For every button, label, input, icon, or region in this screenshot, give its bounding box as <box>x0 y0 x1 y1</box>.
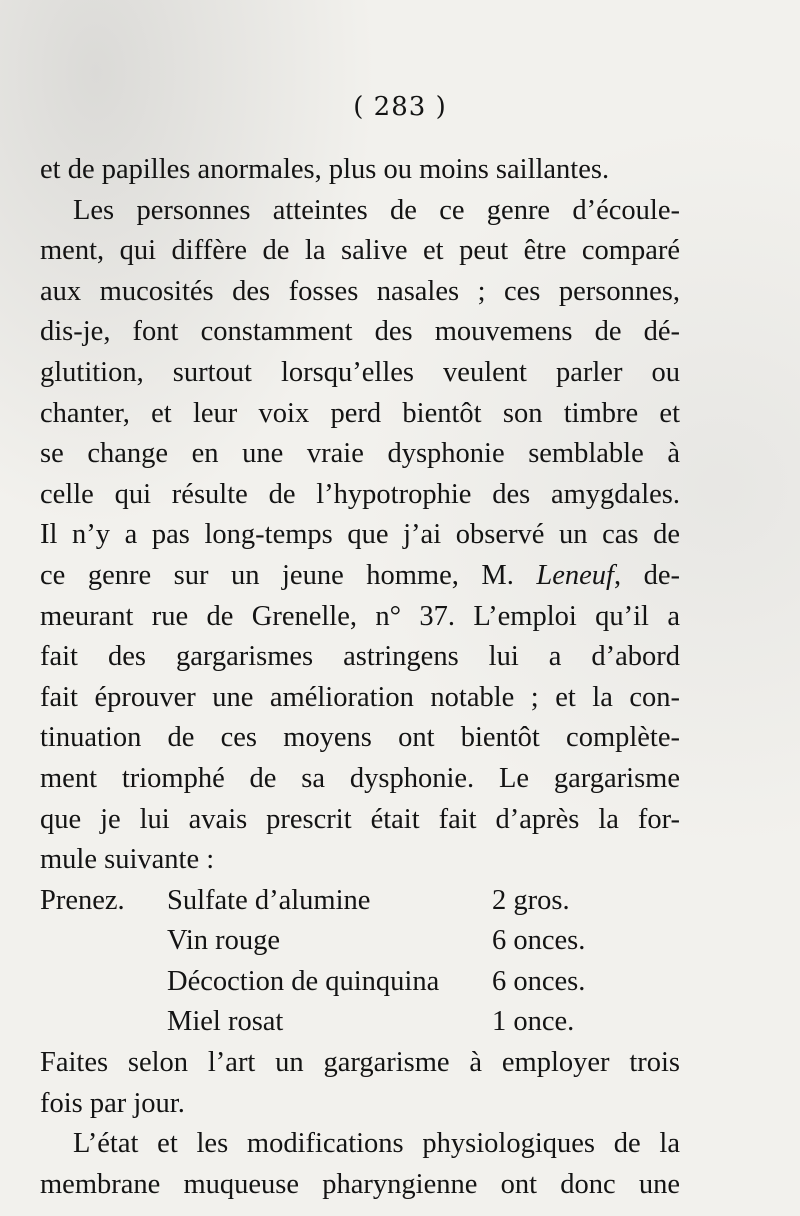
text-line: glutition, surtout lorsqu’elles veulent parler ou <box>40 356 680 388</box>
recipe-row <box>40 921 680 962</box>
recipe-ingredient: Décoction de quinquina <box>167 965 440 997</box>
text-line-with-name <box>40 556 680 597</box>
text-line: membrane muqueuse pharyngienne ont donc une <box>40 1168 680 1200</box>
text-line: meurant rue de Grenelle, n° 37. L’emploi qu’il a <box>40 600 680 632</box>
recipe-row <box>40 1002 680 1043</box>
text-line: celle qui résulte de l’hypotrophie des amygdales. <box>40 478 680 510</box>
text-line: que je lui avais prescrit était fait d’après la for- <box>40 803 680 835</box>
person-name: Leneuf <box>536 559 614 591</box>
text-line: ment triomphé de sa dysphonie. Le gargarisme <box>40 762 680 794</box>
text-line: Faites selon l’art un gargarisme à employer trois <box>40 1047 680 1079</box>
recipe-ingredient: Miel rosat <box>167 1006 284 1038</box>
recipe-row <box>40 881 680 922</box>
recipe-quantity: 2 gros. <box>492 884 570 916</box>
recipe-ingredient: Vin rouge <box>167 925 281 957</box>
text-line: tinuation de ces moyens ont bientôt complète- <box>40 722 680 754</box>
recipe-prenez: Prenez. <box>40 884 125 916</box>
paragraph-start-line: Les personnes atteintes de ce genre d’écoule- <box>73 194 680 226</box>
text-line: aux mucosités des fosses nasales ; ces personnes, <box>40 275 680 307</box>
text-line: ment, qui diffère de la salive et peut être comparé <box>40 235 680 267</box>
recipe-quantity: 6 onces. <box>492 965 586 997</box>
text-line: chanter, et leur voix perd bientôt son timbre et <box>40 397 680 429</box>
text-line: fait éprouver une amélioration notable ; et la con- <box>40 681 680 713</box>
text-line: fait des gargarismes astringens lui a d’abord <box>40 641 680 673</box>
text-line: Il n’y a pas long-temps que j’ai observé un cas de <box>40 519 680 551</box>
text-fragment: ce genre sur un jeune homme, M. <box>40 559 514 591</box>
recipe-ingredient: Sulfate d’alumine <box>167 884 371 916</box>
text-line: mule suivante : <box>40 844 215 876</box>
body-text <box>40 150 680 1205</box>
recipe-quantity: 6 onces. <box>492 925 586 957</box>
text-line: fois par jour. <box>40 1087 185 1119</box>
page-number: ( 283 ) <box>353 92 447 122</box>
recipe-row <box>40 962 680 1003</box>
recipe-quantity: 1 once. <box>492 1006 575 1038</box>
paragraph-start-line: L’état et les modifications physiologiques de la <box>73 1128 680 1160</box>
text-fragment: , de- <box>613 559 681 591</box>
text-line: et de papilles anormales, plus ou moins saillantes. <box>40 154 610 185</box>
text-line: dis-je, font constamment des mouvemens de dé- <box>40 316 680 348</box>
text-line: se change en une vraie dysphonie semblable à <box>40 438 680 470</box>
